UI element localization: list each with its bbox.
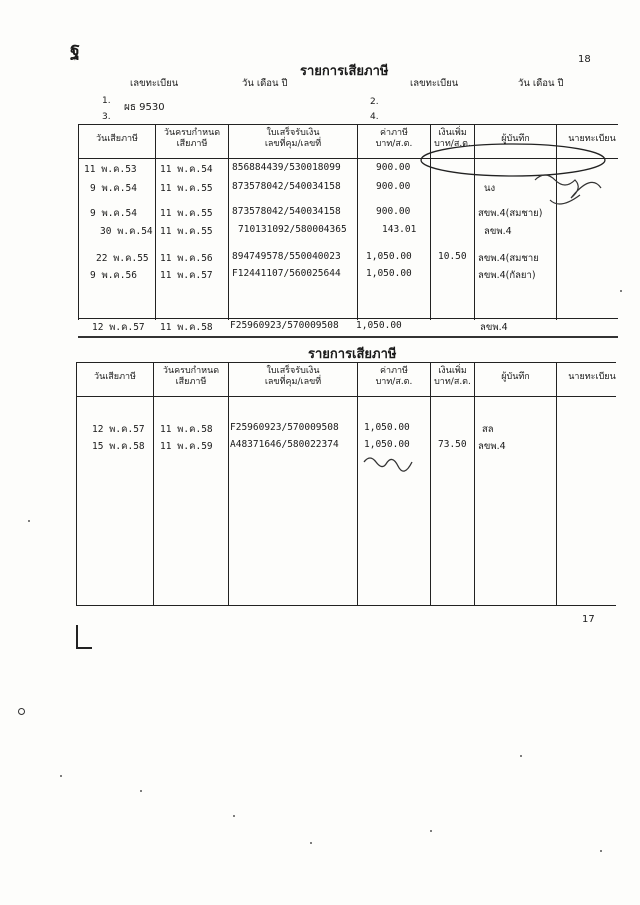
scan-speck xyxy=(430,830,432,832)
s1-r3-receipt: 710131092/580004365 xyxy=(238,224,347,235)
s1-r5-tax: 1,050.00 xyxy=(366,268,412,279)
s1-header-surcharge: เงินเพิ่ม บาท/ส.ต. xyxy=(434,128,471,149)
s1-r1-duedate: 11 พ.ค.55 xyxy=(160,183,213,194)
s1-r0-receipt: 856884439/530018099 xyxy=(232,162,341,173)
sheet2-title: รายการเสียภาษี xyxy=(308,347,397,362)
s1-r5-paydate: 9 พ.ค.56 xyxy=(90,270,137,281)
s1-pr-tax: 1,050.00 xyxy=(356,320,402,331)
s1-r0-duedate: 11 พ.ค.54 xyxy=(160,164,213,175)
s2-header-pay-date: วันเสียภาษี xyxy=(94,372,136,382)
s1-r2-receipt: 873578042/540034158 xyxy=(232,206,341,217)
s2-r0-tax: 1,050.00 xyxy=(364,422,410,433)
reg-number-3-index: 3. xyxy=(102,112,111,122)
s1-r4-recorder: ลขพ.4(สมชาย xyxy=(478,253,539,264)
s1-pr-duedate: 11 พ.ค.58 xyxy=(160,322,213,333)
reg-number-4-index: 4. xyxy=(370,112,379,122)
s2-header-surcharge: เงินเพิ่ม บาท/ส.ต. xyxy=(434,366,471,387)
s1-header-pay-date: วันเสียภาษี xyxy=(96,134,138,144)
s1-header-tax: ค่าภาษี บาท/ส.ต. xyxy=(375,128,413,149)
reg-number-1-value: ผธ 9530 xyxy=(124,102,165,113)
s2-r0-receipt: F25960923/570009508 xyxy=(230,422,339,433)
sheet1-reg-label-2: เลขทะเบียน xyxy=(410,78,459,89)
signature-scribble-2-icon xyxy=(360,450,420,475)
s2-r1-receipt: A48371646/580022374 xyxy=(230,439,339,450)
s1-r3-paydate: 30 พ.ค.54 xyxy=(100,226,153,237)
s1-pr-paydate: 12 พ.ค.57 xyxy=(92,322,145,333)
s2-r1-surcharge: 73.50 xyxy=(438,439,467,450)
s2-r0-paydate: 12 พ.ค.57 xyxy=(92,424,145,435)
s1-r4-surcharge: 10.50 xyxy=(438,251,467,262)
scan-speck xyxy=(620,290,622,292)
scan-speck xyxy=(520,755,522,757)
s2-r0-duedate: 11 พ.ค.58 xyxy=(160,424,213,435)
s1-r3-duedate: 11 พ.ค.55 xyxy=(160,226,213,237)
s2-header-registrar: นายทะเบียน xyxy=(568,372,616,382)
s1-header-recorder: ผู้บันทึก xyxy=(501,134,530,144)
s1-r4-duedate: 11 พ.ค.56 xyxy=(160,253,213,264)
s2-header-due-date: วันครบกำหนด เสียภาษี xyxy=(162,366,220,387)
s1-r1-recorder: นง xyxy=(484,183,496,194)
s1-r4-receipt: 894749578/550040023 xyxy=(232,251,341,262)
s1-r1-tax: 900.00 xyxy=(376,181,411,192)
s1-r4-tax: 1,050.00 xyxy=(366,251,412,262)
scan-speck xyxy=(140,790,142,792)
top-corner-mark: ฐ xyxy=(70,39,80,60)
s1-r2-tax: 900.00 xyxy=(376,206,411,217)
page-number-bottom: 17 xyxy=(582,614,595,625)
s2-r1-duedate: 11 พ.ค.59 xyxy=(160,441,213,452)
s1-r5-receipt: F12441107/560025644 xyxy=(232,268,341,279)
scan-speck xyxy=(233,815,235,817)
s2-header-receipt: ใบเสร็จรับเงิน เลขที่คุม/เลขที่ xyxy=(264,366,322,387)
s1-pr-recorder: ลขพ.4 xyxy=(480,322,508,333)
s1-r5-recorder: ลขพ.4(กัลยา) xyxy=(478,270,536,281)
s2-r1-paydate: 15 พ.ค.58 xyxy=(92,441,145,452)
sheet1-title: รายการเสียภาษี xyxy=(300,64,389,79)
scan-speck xyxy=(18,708,25,715)
s1-r4-paydate: 22 พ.ค.55 xyxy=(96,253,149,264)
bottom-corner-mark xyxy=(76,647,92,649)
page-number-top: 18 xyxy=(578,54,591,65)
s1-r2-duedate: 11 พ.ค.55 xyxy=(160,208,213,219)
scan-speck xyxy=(310,842,312,844)
s1-r2-paydate: 9 พ.ค.54 xyxy=(90,208,137,219)
s1-header-registrar: นายทะเบียน xyxy=(568,134,616,144)
s1-r5-duedate: 11 พ.ค.57 xyxy=(160,270,213,281)
s1-r3-recorder: ลขพ.4 xyxy=(484,226,512,237)
signature-scribble-icon xyxy=(530,160,610,220)
s2-r0-recorder: สล xyxy=(482,424,494,435)
s2-header-recorder: ผู้บันทึก xyxy=(501,372,530,382)
s1-header-receipt: ใบเสร็จรับเงิน เลขที่คุม/เลขที่ xyxy=(264,128,322,149)
sheet1-date-label-1: วัน เดือน ปี xyxy=(242,78,288,89)
s1-r2-recorder: สขพ.4(สมชาย) xyxy=(478,208,543,219)
s1-r1-receipt: 873578042/540034158 xyxy=(232,181,341,192)
s2-r1-tax: 1,050.00 xyxy=(364,439,410,450)
reg-number-2-index: 2. xyxy=(370,97,379,107)
s1-r1-paydate: 9 พ.ค.54 xyxy=(90,183,137,194)
scan-speck xyxy=(28,520,30,522)
s1-r3-tax: 143.01 xyxy=(382,224,417,235)
sheet1-date-label-2: วัน เดือน ปี xyxy=(518,78,564,89)
s1-r0-paydate: 11 พ.ค.53 xyxy=(84,164,137,175)
scan-speck xyxy=(600,850,602,852)
s2-header-tax: ค่าภาษี บาท/ส.ต. xyxy=(375,366,413,387)
scan-speck xyxy=(60,775,62,777)
s1-header-due-date: วันครบกำหนด เสียภาษี xyxy=(163,128,221,149)
sheet1-reg-label-1: เลขทะเบียน xyxy=(130,78,179,89)
reg-number-1-index: 1. xyxy=(102,96,111,106)
s1-pr-receipt: F25960923/570009508 xyxy=(230,320,339,331)
s2-r1-recorder: ลขพ.4 xyxy=(478,441,506,452)
s1-r0-tax: 900.00 xyxy=(376,162,411,173)
bottom-corner-mark-v xyxy=(76,625,78,649)
